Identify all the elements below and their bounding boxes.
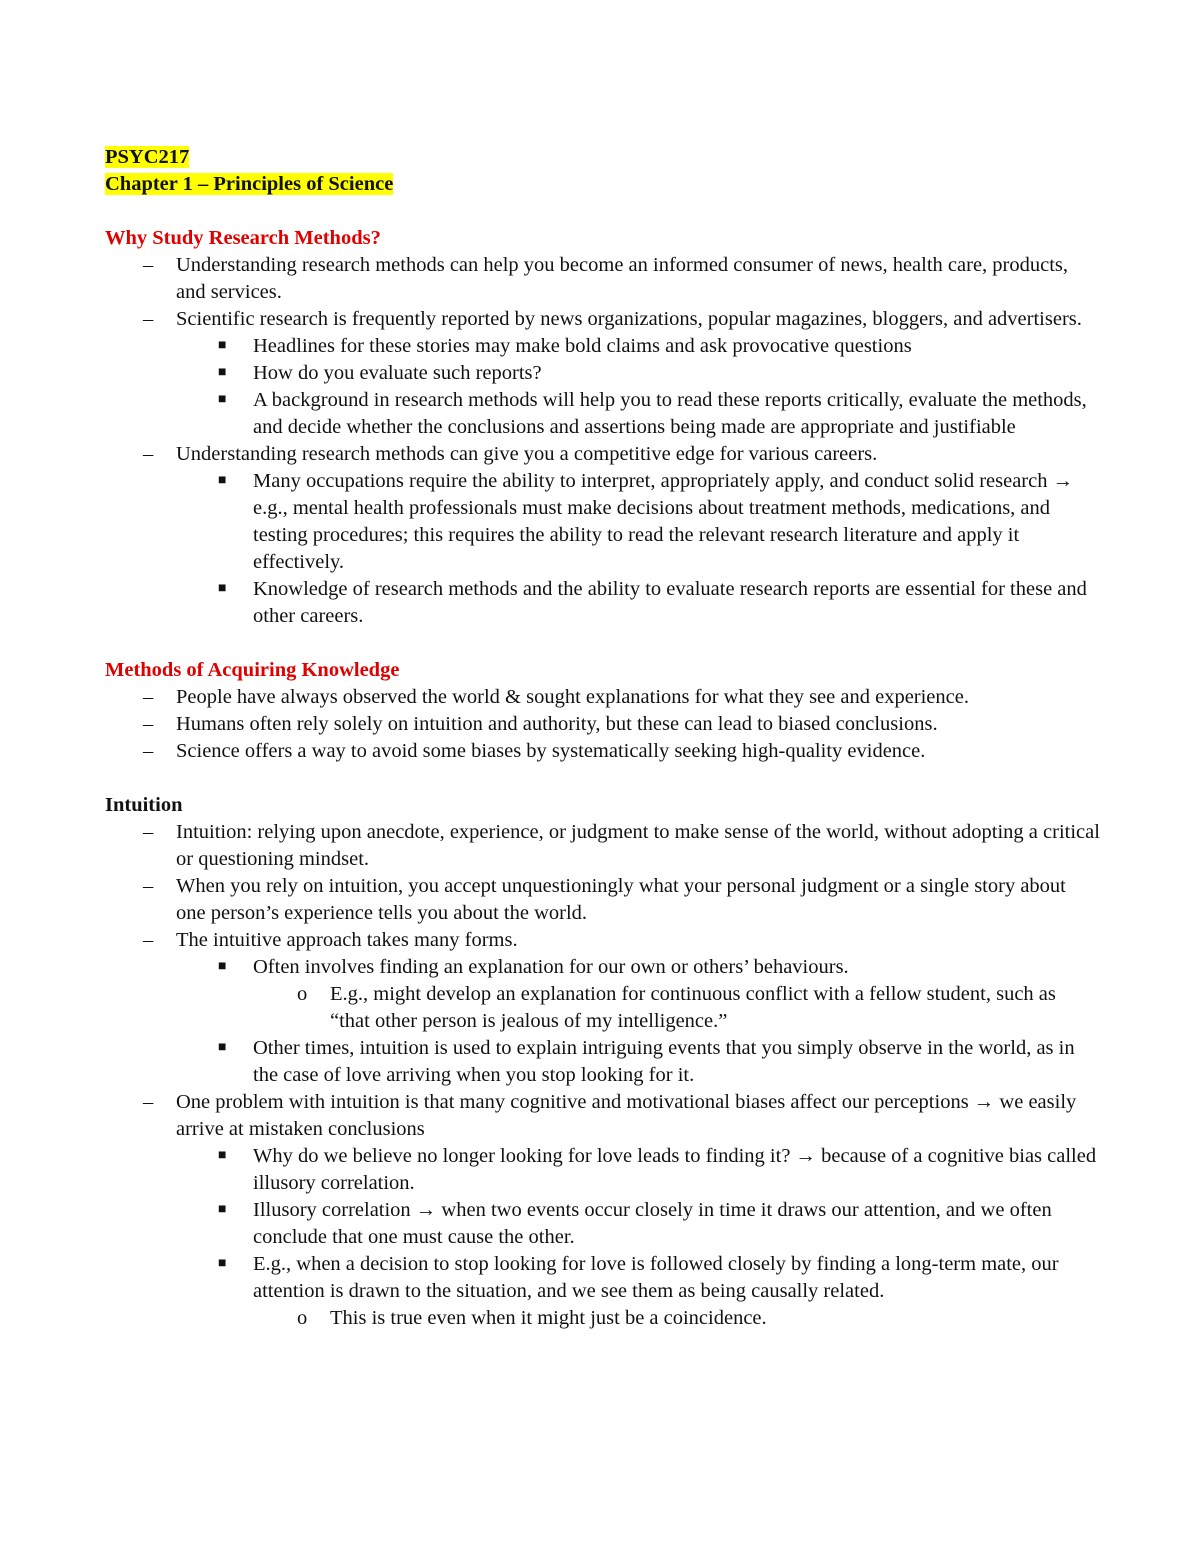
list-item <box>105 1197 1100 1251</box>
list-item-text: Other times, intuition is used to explain intriguing events that you simply observe in the world, as in the case of love arriving when you stop looking for it. <box>253 1037 1075 1086</box>
square-bullet-icon: ■ <box>218 392 227 407</box>
list-item <box>105 252 1100 306</box>
list-item <box>105 1035 1100 1089</box>
list-item <box>105 441 1100 468</box>
list-item-text: When you rely on intuition, you accept unquestioningly what your personal judgment or a single story about one person’s experience tells you about the world. <box>176 875 1066 924</box>
course-code: PSYC217 <box>105 146 190 168</box>
list-item <box>105 1089 1100 1143</box>
list-item <box>105 981 1100 1035</box>
list-item-text: Science offers a way to avoid some biases by systematically seeking high-quality evidence. <box>176 740 926 762</box>
list-item-text: Knowledge of research methods and the ability to evaluate research reports are essential for these and other careers. <box>253 578 1087 627</box>
list-item-text: E.g., when a decision to stop looking for love is followed closely by finding a long-term mate, our attention is drawn to the situation, and we see them as being causally related. <box>253 1253 1059 1302</box>
list-item-text: Headlines for these stories may make bold claims and ask provocative questions <box>253 335 912 357</box>
list-item-text: Many occupations require the ability to interpret, appropriately apply, and conduct solid research → e.g., mental health professionals must make decisions about treatment methods, medications, and testing procedures; this requires the ability to read the relevant research literature and apply it effectively. <box>253 470 1074 573</box>
notes-body <box>105 225 1100 1332</box>
section-heading: Methods of Acquiring Knowledge <box>105 659 400 681</box>
list-item-text: Understanding research methods can give you a competitive edge for various careers. <box>176 443 878 465</box>
dash-bullet-icon: – <box>143 875 154 897</box>
list-item-text: A background in research methods will help you to read these reports critically, evaluate the methods, and decide whether the conclusions and assertions being made are appropriate and justifiable <box>253 389 1087 438</box>
section-heading: Why Study Research Methods? <box>105 227 381 249</box>
list-item-text: Illusory correlation → when two events occur closely in time it draws our attention, and we often conclude that one must cause the other. <box>253 1199 1052 1248</box>
list-item <box>105 576 1100 630</box>
list-item <box>105 819 1100 873</box>
list-item-text: E.g., might develop an explanation for continuous conflict with a fellow student, such as “that other person is jealous of my intelligence.” <box>330 983 1056 1032</box>
list-item-text: Humans often rely solely on intuition and authority, but these can lead to biased conclusions. <box>176 713 938 735</box>
list-item-text: Understanding research methods can help you become an informed consumer of news, health care, products, and services. <box>176 254 1069 303</box>
circle-bullet-icon: o <box>297 983 308 1005</box>
chapter-title: Chapter 1 – Principles of Science <box>105 173 394 195</box>
list-item <box>105 711 1100 738</box>
list-item-text: Why do we believe no longer looking for love leads to finding it? → because of a cognitive bias called illusory correlation. <box>253 1145 1097 1194</box>
square-bullet-icon: ■ <box>218 1202 227 1217</box>
square-bullet-icon: ■ <box>218 365 227 380</box>
square-bullet-icon: ■ <box>218 1148 227 1163</box>
list-item <box>105 873 1100 927</box>
dash-bullet-icon: – <box>143 308 154 330</box>
circle-bullet-icon: o <box>297 1307 308 1329</box>
list-item-text: This is true even when it might just be a coincidence. <box>330 1307 767 1329</box>
list-item <box>105 684 1100 711</box>
dash-bullet-icon: – <box>143 740 154 762</box>
dash-bullet-icon: – <box>143 443 154 465</box>
list-item <box>105 1305 1100 1332</box>
list-item <box>105 360 1100 387</box>
list-item-text: One problem with intuition is that many cognitive and motivational biases affect our perceptions → we easily arrive at mistaken conclusions <box>176 1091 1077 1140</box>
list-item-text: Often involves finding an explanation for our own or others’ behaviours. <box>253 956 849 978</box>
list-item <box>105 954 1100 981</box>
square-bullet-icon: ■ <box>218 959 227 974</box>
list-item-text: People have always observed the world & sought explanations for what they see and experience. <box>176 686 969 708</box>
list-item <box>105 1251 1100 1305</box>
dash-bullet-icon: – <box>143 929 154 951</box>
dash-bullet-icon: – <box>143 254 154 276</box>
list-item <box>105 387 1100 441</box>
list-item-text: The intuitive approach takes many forms. <box>176 929 518 951</box>
dash-bullet-icon: – <box>143 821 154 843</box>
square-bullet-icon: ■ <box>218 1040 227 1055</box>
dash-bullet-icon: – <box>143 686 154 708</box>
square-bullet-icon: ■ <box>218 473 227 488</box>
list-item <box>105 927 1100 954</box>
title-block <box>105 144 1100 198</box>
square-bullet-icon: ■ <box>218 581 227 596</box>
square-bullet-icon: ■ <box>218 1256 227 1271</box>
list-item <box>105 333 1100 360</box>
list-item <box>105 468 1100 576</box>
list-item-text: How do you evaluate such reports? <box>253 362 542 384</box>
section-heading: Intuition <box>105 794 183 816</box>
square-bullet-icon: ■ <box>218 338 227 353</box>
list-item <box>105 738 1100 765</box>
dash-bullet-icon: – <box>143 1091 154 1113</box>
list-item-text: Intuition: relying upon anecdote, experience, or judgment to make sense of the world, without adopting a critical or questioning mindset. <box>176 821 1100 870</box>
list-item <box>105 1143 1100 1197</box>
dash-bullet-icon: – <box>143 713 154 735</box>
list-item-text: Scientific research is frequently reported by news organizations, popular magazines, bloggers, and advertisers. <box>176 308 1082 330</box>
list-item <box>105 306 1100 333</box>
